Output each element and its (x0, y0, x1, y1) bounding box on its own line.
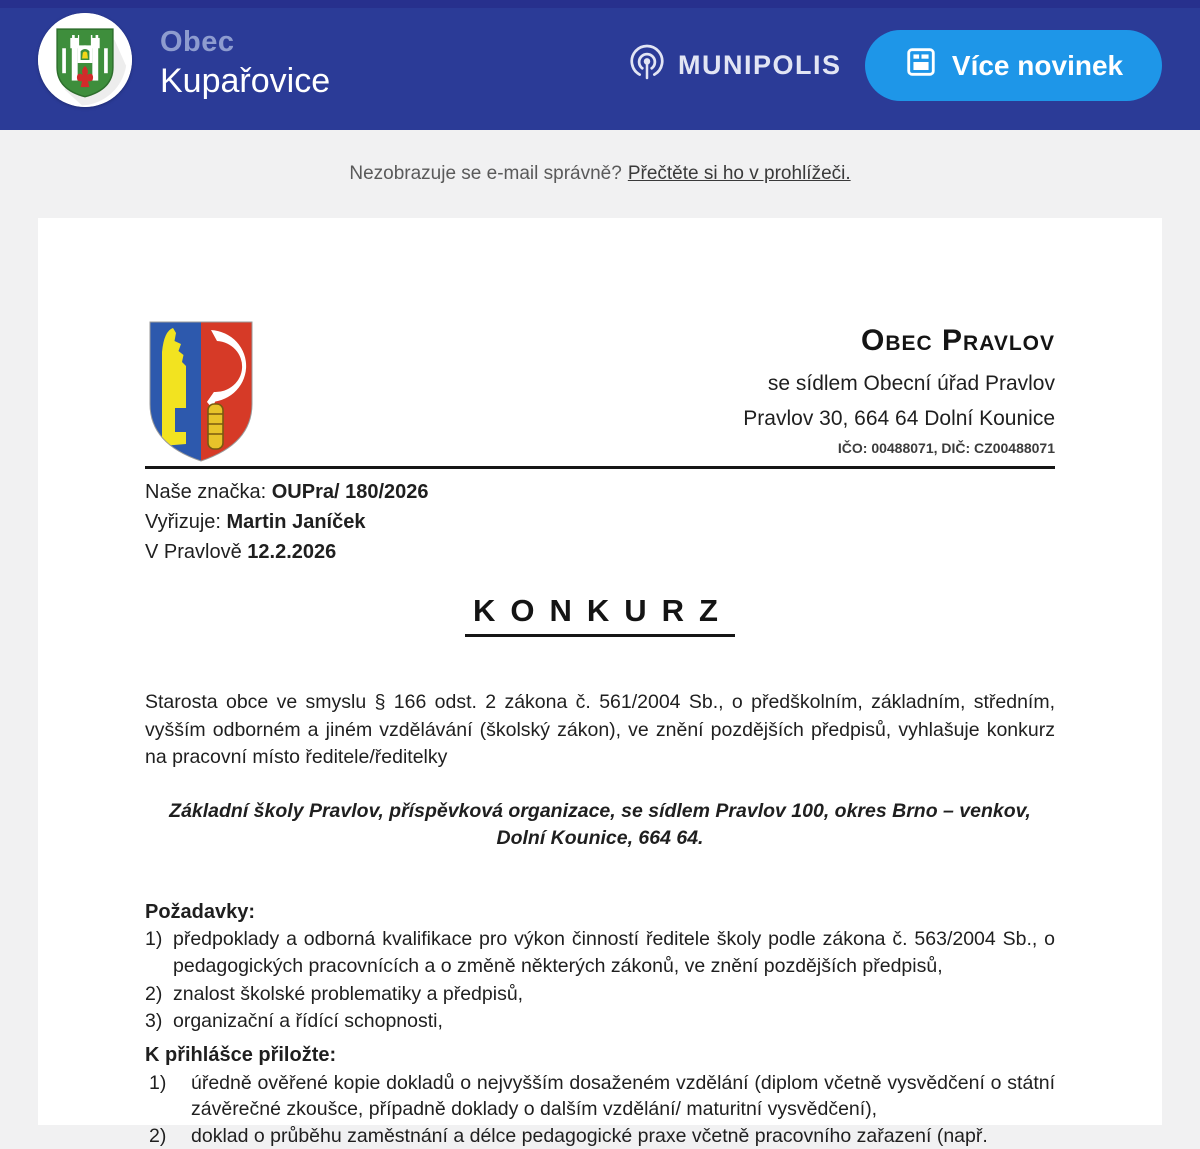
intro-paragraph: Starosta obce ve smyslu § 166 odst. 2 zákona č. 561/2004 Sb., o předškolním, základním, středním, vyšším odborném a jiném vzdělávání (školský zákon), ve znění pozdějších předpisů, vyhlašuje konkurz na pracovní místo ředitele/ředitelky (145, 691, 1055, 768)
newspaper-icon (904, 45, 938, 86)
requirement-text: znalost školské problematiky a předpisů, (173, 982, 524, 1005)
view-in-browser-link[interactable]: Přečtěte si ho v prohlížeči. (627, 163, 851, 184)
school-paragraph: Základní školy Pravlov, příspěvková organizace, se sídlem Pravlov 100, okres Brno – venkov, Dolní Kounice, 664 64. (169, 799, 1031, 849)
reference-date (145, 537, 1055, 567)
document-title: KONKURZ (465, 593, 735, 637)
municipality-name (160, 28, 330, 98)
reference-block (145, 477, 1055, 567)
notice-question: Nezobrazuje se e-mail správně? (349, 163, 622, 184)
letterhead-address: Pravlov 30, 664 64 Dolní Kounice (743, 407, 1055, 430)
reference-mark-value: OUPra/ 180/2026 (271, 481, 429, 503)
attachment-item (145, 1070, 1055, 1122)
munipolis-label: MUNIPOLIS (678, 50, 842, 80)
view-in-browser-bar (0, 130, 1200, 218)
document-title-wrap (145, 593, 1055, 637)
requirement-item (145, 926, 1055, 981)
more-news-button[interactable] (865, 30, 1162, 101)
attachment-number: 2) (149, 1124, 167, 1147)
reference-mark (145, 477, 1055, 507)
header-top-strip (0, 0, 1200, 8)
org-name: Kupařovice (160, 62, 331, 100)
reference-place-label: V Pravlově (145, 541, 248, 563)
kuparovice-coat-of-arms-icon (38, 13, 132, 107)
municipality-logo (38, 13, 132, 107)
attachment-text: doklad o průběhu zaměstnání a délce pedagogické praxe včetně pracovního zařazení (např. (191, 1124, 988, 1147)
requirement-item (145, 981, 1055, 1009)
pravlov-coat-of-arms-icon (145, 318, 257, 466)
reference-handler-value: Martin Janíček (226, 511, 366, 533)
reference-handler-label: Vyřizuje: (145, 511, 227, 533)
munipolis-brand[interactable] (626, 42, 842, 89)
requirement-item (145, 1008, 1055, 1036)
reference-handler (145, 507, 1055, 537)
more-news-label: Více novinek (951, 49, 1124, 81)
requirement-number: 1) (145, 927, 163, 950)
attachment-number: 1) (149, 1071, 167, 1094)
reference-mark-label: Naše značka: (145, 481, 272, 503)
requirements-heading: Požadavky: (145, 900, 256, 923)
requirement-number: 2) (145, 982, 163, 1005)
org-prefix: Obec (160, 26, 235, 58)
attachment-text: úředně ověřené kopie dokladů o nejvyšším dosaženém vzdělání (diplom včetně vysvědčení o státní závěrečné zkoušce, případně doklady o dalším vzdělání/ maturitní vysvědčení), (191, 1071, 1055, 1120)
requirement-text: předpoklady a odborná kvalifikace pro výkon činností ředitele školy podle zákona č. 563/2004 Sb., o pedagogických pracovnících a o změně některých zákonů, ve znění pozdějších předpisů, (173, 927, 1055, 977)
scanned-document (38, 218, 1162, 1147)
letterhead-org: Obec Pravlov (861, 324, 1055, 357)
requirement-text: organizační a řídící schopnosti, (173, 1010, 443, 1032)
letterhead-divider (145, 466, 1055, 469)
email-header (0, 0, 1200, 130)
attachments-heading: K přihlášce přiložte: (145, 1043, 337, 1066)
letterhead-address-block (743, 318, 1055, 466)
munipolis-broadcast-icon (626, 42, 668, 89)
reference-date-value: 12.2.2026 (247, 541, 337, 563)
letterhead-seat: se sídlem Obecní úřad Pravlov (767, 372, 1055, 395)
letterhead (145, 318, 1055, 466)
requirement-number: 3) (145, 1010, 163, 1032)
attachment-item (145, 1123, 1055, 1149)
letterhead-ids: IČO: 00488071, DIČ: CZ00488071 (837, 440, 1055, 456)
